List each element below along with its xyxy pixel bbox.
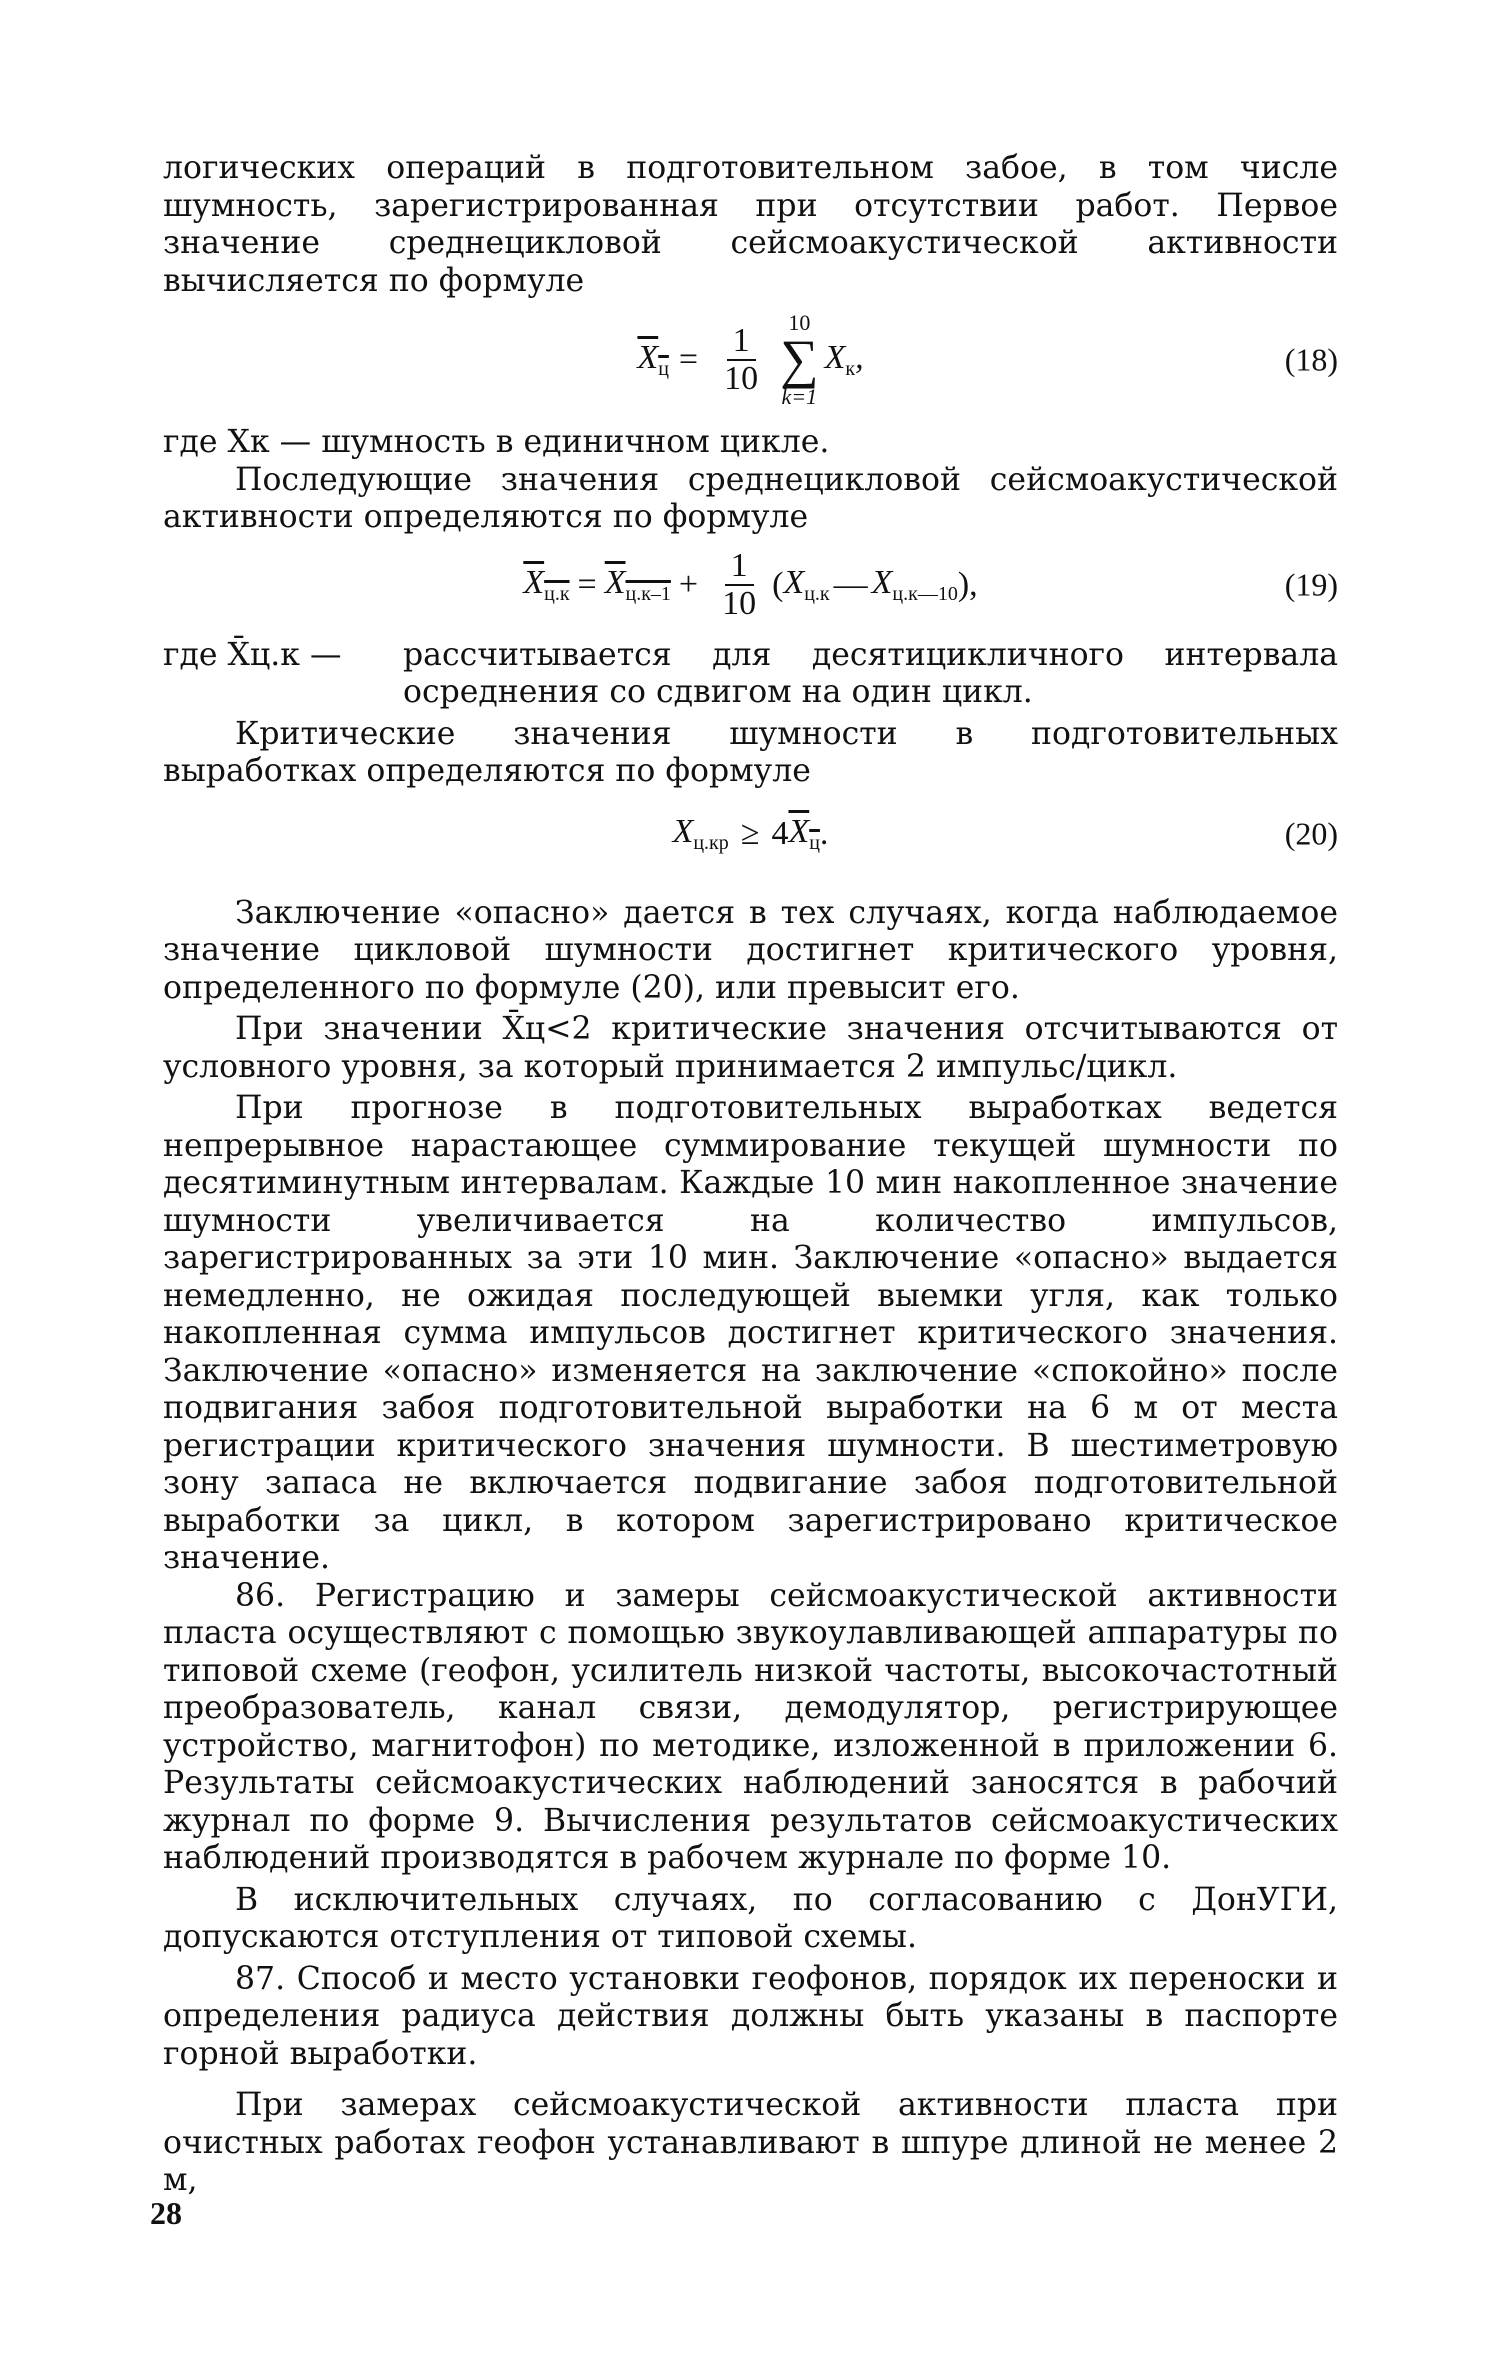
formula-19: $X_{ц.к}$ = $X_{ц.к-1}$ + $\frac{1}{10}$ ( $X_{ц.к}$ — $X_{ц.к—10}$ ), (19) bbox=[523, 546, 1338, 622]
paragraph-where-xck bbox=[163, 637, 1338, 712]
paragraph-intro: логических операций в подготовительном забое, в том числе шумность, зарегистрированная при отсутствии работ. Первое значение среднецикловой сейсмоакустической активности вычисляется по формуле bbox=[163, 150, 1338, 299]
paragraph-exceptions: В исключительных случаях, по согласованию с ДонУГИ, допускаются отступления от типовой схемы. bbox=[163, 1881, 1338, 1955]
equation-number-18: (18) bbox=[1284, 341, 1338, 378]
formula-19-fraction: $\frac{1}{10}$ bbox=[722, 546, 757, 622]
where-text: рассчитывается для десятицикличного интервала осреднения со сдвигом на один цикл. bbox=[403, 636, 1338, 710]
formula-19-lhs: $X_{ц.к}$ bbox=[523, 563, 570, 605]
formula-18: $X_ц$ = $\frac{1}{10}$ 10 ∑ k=1 $X_к$, (18) bbox=[637, 310, 1338, 409]
formula-20: $X_{ц.кр}$ ≥ 4 $X_ц$ . (20) bbox=[672, 812, 1338, 854]
paragraph-subsequent-values: Последующие значения среднецикловой сейсмоакустической активности определяются по формуле bbox=[163, 461, 1338, 535]
paragraph-danger-conclusion: Заключение «опасно» дается в тех случаях, когда наблюдаемое значение цикловой шумности достигнет критического уровня, определенного по формуле (20), или превысит его. bbox=[163, 894, 1338, 1006]
formula-18-term: $X_к$, bbox=[824, 339, 864, 380]
equation-number-19: (19) bbox=[1284, 566, 1338, 602]
paragraph-item-87: 87. Способ и место установки геофонов, порядок их переноски и определения радиуса действия должны быть указаны в паспорте горной выработки. bbox=[163, 1960, 1338, 2072]
page-body bbox=[163, 150, 1338, 2200]
where-label: где X̄ц.к — bbox=[163, 636, 342, 673]
formula-20-lhs: $X_{ц.кр}$ bbox=[672, 812, 729, 854]
paragraph-critical-values: Критические значения шумности в подготовительных выработках определяются по формуле bbox=[163, 715, 1338, 789]
formula-18-lhs: $X_ц$ bbox=[637, 339, 669, 380]
formula-19-term2: $X_{ц.к—10}$ bbox=[871, 563, 958, 605]
paragraph-forecast: При прогнозе в подготовительных выработках ведется непрерывное нарастающее суммирование текущей шумности по десятиминутным интервалам. Каждые 10 мин накопленное значение шумности увеличивается на количество импульсов, зарегистрированных за эти 10 мин. Заключение «опасно» выдается немедленно, не ожидая последующей выемки угля, как только накопленная сумма импульсов достигнет критического значения. Заключение «опасно» изменяется на заключение «спокойно» после подвигания забоя подготовительной выработки на 6 м от места регистрации критического значения шумности. В шестиметровую зону запаса не включается подвигание забоя подготовительной выработки за цикл, в котором зарегистрировано критическое значение. bbox=[163, 1090, 1338, 1576]
formula-18-fraction: $\frac{1}{10}$ bbox=[724, 322, 759, 397]
paragraph-where-xk: где Xк — шумность в единичном цикле. bbox=[163, 424, 830, 460]
formula-20-rhs: $X_ц$ bbox=[788, 812, 820, 854]
formula-19-rhs1: $X_{ц.к-1}$ bbox=[604, 563, 671, 605]
paragraph-item-86: 86. Регистрацию и замеры сейсмоакустической активности пласта осуществляют с помощью звукоулавливающей аппаратуры по типовой схеме (геофон, усилитель низкой частоты, высокочастотный преобразователь, канал связи, демодулятор, регистрирующее устройство, магнитофон) по методике, изложенной в приложении 6. Результаты сейсмоакустических наблюдений заносятся в рабочий журнал по форме 9. Вычисления результатов сейсмоакустических наблюдений производятся в рабочем журнале по форме 10. bbox=[163, 1577, 1338, 1876]
formula-18-sum: 10 ∑ k=1 bbox=[780, 310, 819, 409]
equation-number-20: (20) bbox=[1284, 815, 1338, 851]
paragraph-low-value: При значении X̄ц<2 критические значения отсчитываются от условного уровня, за который принимается 2 импульс/цикл. bbox=[163, 1011, 1338, 1085]
paragraph-geophone-install: При замерах сейсмоакустической активности пласта при очистных работах геофон устанавливают в шпуре длиной не менее 2 м, bbox=[163, 2087, 1338, 2198]
formula-19-term1: $X_{ц.к}$ bbox=[783, 563, 830, 605]
page-number: 28 bbox=[150, 2195, 182, 2231]
